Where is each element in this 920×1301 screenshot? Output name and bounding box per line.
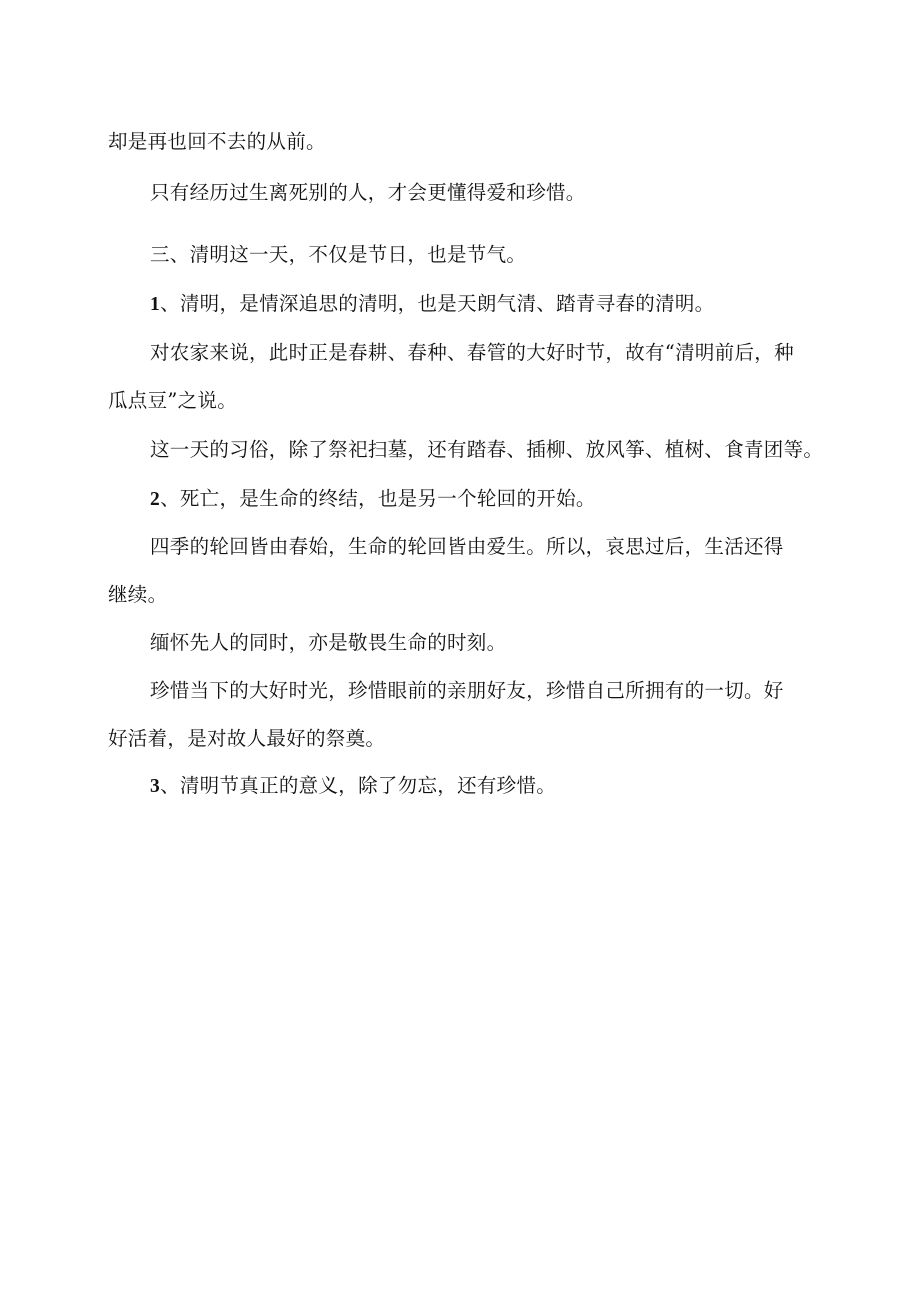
paragraph-line: 瓜点豆”之说。	[108, 389, 238, 412]
paragraph-line: 四季的轮回皆由春始，生命的轮回皆由爱生。所以，哀思过后，生活还得	[150, 535, 784, 558]
paragraph-line: 只有经历过生离死别的人，才会更懂得爱和珍惜。	[150, 181, 586, 204]
paragraph-line: 珍惜当下的大好时光，珍惜眼前的亲朋好友，珍惜自己所拥有的一切。好	[150, 679, 784, 702]
paragraph-line: 对农家来说，此时正是春耕、春种、春管的大好时节，故有“清明前后，种	[150, 341, 794, 364]
paragraph-line: 缅怀先人的同时，亦是敬畏生命的时刻。	[150, 631, 507, 654]
list-number: 2	[150, 489, 161, 510]
numbered-line	[150, 487, 596, 512]
list-text: 、清明，是情深追思的清明，也是天朗气清、踏青寻春的清明。	[160, 292, 715, 315]
list-text: 、死亡，是生命的终结，也是另一个轮回的开始。	[160, 487, 596, 510]
paragraph-line: 好活着，是对故人最好的祭奠。	[108, 727, 386, 750]
list-number: 3	[150, 776, 161, 797]
paragraph-line: 却是再也回不去的从前。	[108, 130, 326, 153]
paragraph-line: 继续。	[108, 583, 168, 606]
numbered-line	[150, 292, 714, 317]
list-text: 、清明节真正的意义，除了勿忘，还有珍惜。	[160, 774, 557, 797]
paragraph-line: 这一天的习俗，除了祭祀扫墓，还有踏春、插柳、放风筝、植树、食青团等。	[150, 438, 824, 461]
list-number: 1	[150, 294, 161, 315]
section-heading: 三、清明这一天，不仅是节日，也是节气。	[150, 243, 527, 266]
numbered-line	[150, 774, 556, 799]
